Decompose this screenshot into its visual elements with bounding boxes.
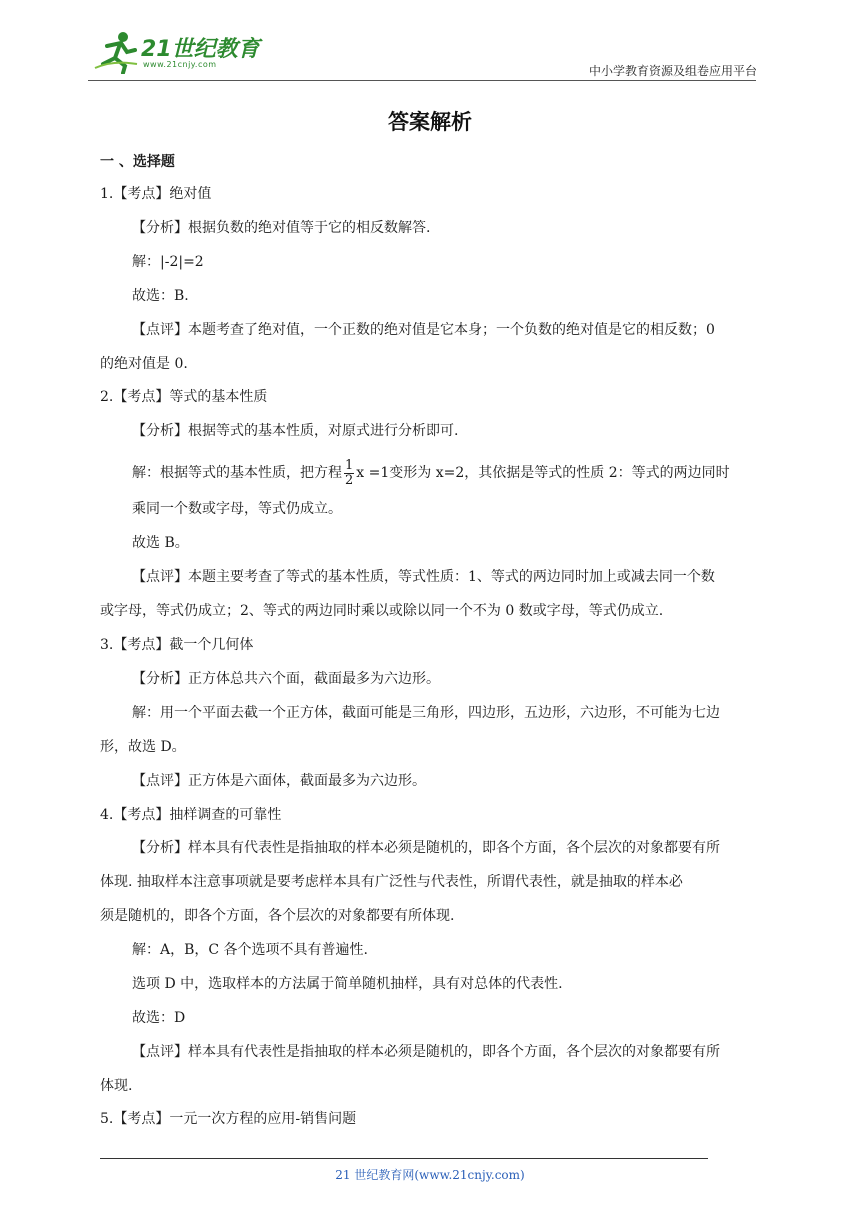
q2-solution-suffix: x =1变形为 x=2，其依据是等式的性质 2：等式的两边同时 bbox=[356, 465, 730, 481]
q1-analysis: 【分析】根据负数的绝对值等于它的相反数解答. bbox=[132, 220, 431, 236]
page-header bbox=[93, 30, 761, 80]
q4-choice: 故选：D bbox=[132, 1010, 186, 1026]
q2-analysis: 【分析】根据等式的基本性质，对原式进行分析即可. bbox=[132, 423, 459, 439]
q5-heading: 5.【考点】一元一次方程的应用-销售问题 bbox=[100, 1111, 357, 1127]
q1-heading: 1.【考点】绝对值 bbox=[100, 186, 212, 202]
q4-solution-line1: 解：A，B，C 各个选项不具有普遍性. bbox=[132, 942, 369, 958]
q2-solution-line2: 乘同一个数或字母，等式仍成立。 bbox=[132, 501, 342, 517]
footer-divider bbox=[100, 1158, 708, 1159]
runner-logo-icon bbox=[93, 30, 139, 74]
fraction-denominator: 2 bbox=[345, 472, 354, 488]
q4-heading: 4.【考点】抽样调查的可靠性 bbox=[100, 807, 282, 823]
q2-heading: 2.【考点】等式的基本性质 bbox=[100, 389, 268, 405]
q3-comment: 【点评】正方体是六面体，截面最多为六边形。 bbox=[132, 773, 426, 789]
q3-analysis: 【分析】正方体总共六个面，截面最多为六边形。 bbox=[132, 671, 440, 687]
q2-comment-line1: 【点评】本题主要考查了等式的基本性质，等式性质：1、等式的两边同时加上或减去同一个数 bbox=[132, 569, 715, 585]
q1-solution: 解：|-2|=2 bbox=[132, 254, 204, 270]
q4-solution-line2: 选项 D 中，选取样本的方法属于简单随机抽样，具有对总体的代表性. bbox=[132, 976, 563, 992]
fraction-one-half bbox=[344, 459, 354, 488]
logo-main-text: 21世纪教育 bbox=[141, 37, 260, 62]
q2-comment-line2: 或字母，等式仍成立；2、等式的两边同时乘以或除以同一个不为 0 数或字母，等式仍成立. bbox=[100, 603, 664, 619]
q2-choice: 故选 B。 bbox=[132, 535, 189, 551]
q1-comment-line2: 的绝对值是 0. bbox=[100, 356, 188, 372]
q4-comment-line1: 【点评】样本具有代表性是指抽取的样本必须是随机的，即各个方面，各个层次的对象都要有所 bbox=[132, 1044, 720, 1060]
q2-solution-prefix: 解：根据等式的基本性质，把方程 bbox=[132, 465, 342, 481]
q4-comment-line2: 体现. bbox=[100, 1078, 133, 1094]
q3-solution-line1: 解：用一个平面去截一个正方体，截面可能是三角形，四边形，五边形，六边形，不可能为七边 bbox=[132, 705, 720, 721]
q4-analysis-line1: 【分析】样本具有代表性是指抽取的样本必须是随机的，即各个方面，各个层次的对象都要有所 bbox=[132, 840, 720, 856]
site-logo bbox=[93, 30, 263, 76]
platform-name: 中小学教育资源及组卷应用平台 bbox=[588, 64, 757, 78]
header-divider bbox=[88, 80, 756, 81]
section-heading: 一 、选择题 bbox=[100, 154, 175, 170]
page-title: 答案解析 bbox=[388, 110, 472, 134]
q3-solution-line2: 形，故选 D。 bbox=[100, 739, 186, 755]
q4-analysis-line2: 体现. 抽取样本注意事项就是要考虑样本具有广泛性与代表性，所谓代表性，就是抽取的样本必 bbox=[100, 874, 683, 890]
q3-heading: 3.【考点】截一个几何体 bbox=[100, 637, 254, 653]
q2-solution-line1 bbox=[132, 458, 730, 488]
q1-comment-line1: 【点评】本题考查了绝对值，一个正数的绝对值是它本身；一个负数的绝对值是它的相反数；0 bbox=[132, 322, 715, 338]
fraction-numerator: 1 bbox=[345, 457, 354, 473]
footer-site-link[interactable]: 21 世纪教育网(www.21cnjy.com) bbox=[335, 1168, 525, 1182]
q1-choice: 故选：B. bbox=[132, 288, 189, 304]
logo-url-text: www.21cnjy.com bbox=[143, 60, 217, 69]
q4-analysis-line3: 须是随机的，即各个方面，各个层次的对象都要有所体现. bbox=[100, 908, 455, 924]
